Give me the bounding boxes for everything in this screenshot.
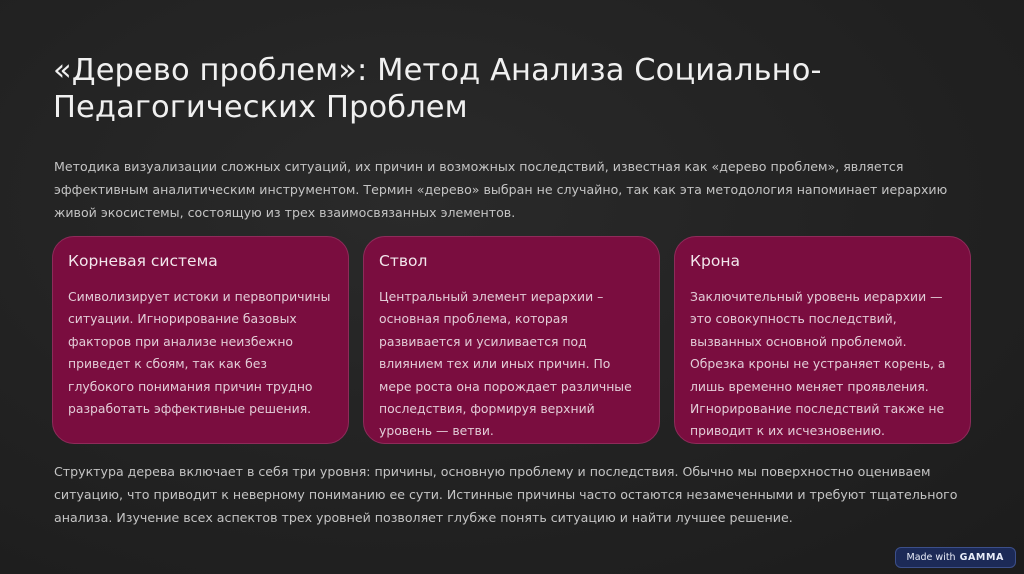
outro-paragraph: Структура дерева включает в себя три уровня: причины, основную проблему и последствия. Обычно мы поверхностно оцениваем ситуацию, что приводит к неверному пониманию ее сути. Истинные причины часто остаются незамеченными и требуют тщательного анализа. Изучение всех аспектов трех уровней позволяет глубже понять ситуацию и найти лучшее решение. [54,464,958,525]
made-with-gamma-badge[interactable] [895,547,1017,568]
intro-paragraph: Методика визуализации сложных ситуаций, их причин и возможных последствий, известная как «дерево проблем», является эффективным аналитическим инструментом. Термин «дерево» выбран не случайно, так как эта методология напоминает иерархию живой экосистемы, состоящую из трех взаимосвязанных элементов. [54,159,948,220]
card-title: Крона [690,252,740,270]
card-text: Центральный элемент иерархии – основная проблема, которая развивается и усиливается под влиянием тех или иных причин. По мере роста она порождает различные последствия, формируя верхний уровень — ветви. [379,289,632,439]
card-title: Корневая система [68,252,218,270]
card-title: Ствол [379,252,428,270]
badge-prefix: Made with [906,552,956,563]
cards-row [52,236,972,446]
card-text: Символизирует истоки и первопричины ситуации. Игнорирование базовых факторов при анализе неизбежно приведет к сбоям, так как без глубокого понимания причин трудно разработать эффективные решения. [68,289,331,417]
slide-title: «Дерево проблем»: Метод Анализа Социально-Педагогических Проблем [53,53,822,125]
card-crown [674,236,971,444]
card-trunk [363,236,660,444]
card-root-system [52,236,349,444]
card-text: Заключительный уровень иерархии — это совокупность последствий, вызванных основной проблемой. Обрезка кроны не устраняет корень, а лишь временно меняет проявления. Игнорирование последствий также не приводит к их исчезновению. [690,289,946,439]
gamma-logo: GAMMA [959,552,1004,563]
